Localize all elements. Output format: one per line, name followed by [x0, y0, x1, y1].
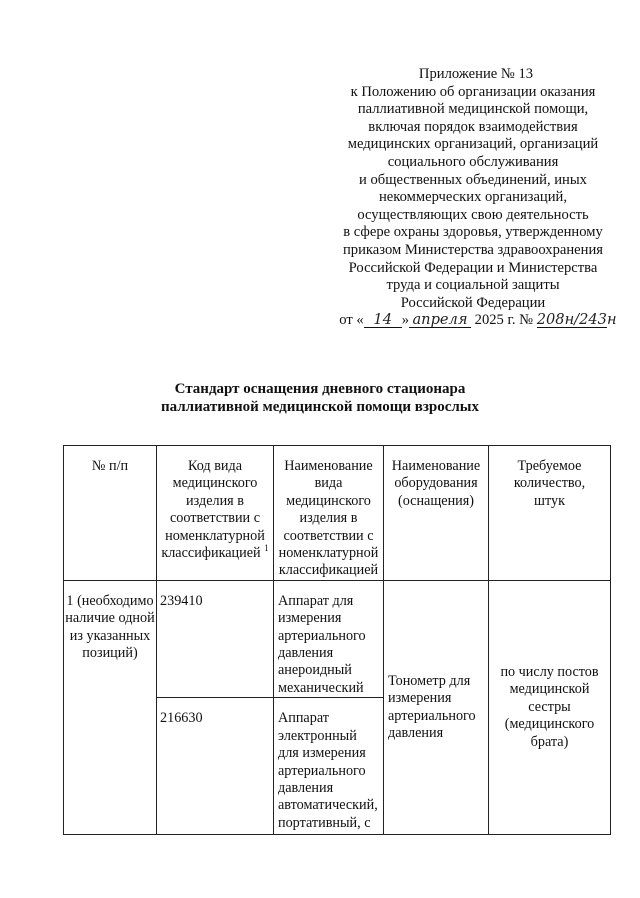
- header-num: № п/п: [64, 446, 157, 581]
- header-quantity: Требуемое количество, штук: [489, 446, 611, 581]
- equipment-cell: Тонометр для измерения артериального давления: [384, 580, 489, 834]
- name-cell: Аппарат для измерения артериального давления анероидный механический: [274, 580, 384, 697]
- code-cell: 239410: [157, 580, 274, 697]
- appendix-line: включая порядок взаимодействия: [368, 118, 578, 135]
- table-header-row: [64, 446, 611, 581]
- code-cell: 216630: [157, 698, 274, 835]
- appendix-line: осуществляющих свою деятельность: [357, 206, 589, 223]
- appendix-line: Российской Федерации: [400, 294, 546, 311]
- appendix-line: Российской Федерации и Министерства: [348, 259, 598, 276]
- footnote-mark: 1: [264, 543, 269, 554]
- row-num-cell: 1 (необходимо наличие одной из указанных позиций): [64, 580, 157, 834]
- table-row: [64, 580, 611, 697]
- handwritten-order-number: 208н/243н: [536, 311, 617, 329]
- equipment-table: [63, 445, 611, 835]
- appendix-line: паллиативной медицинской помощи,: [357, 101, 589, 118]
- appendix-line: социального обслуживания: [387, 153, 559, 170]
- appendix-line: труда и социальной защиты: [386, 277, 560, 294]
- name-cell: Аппарат электронный для измерения артериального давления автоматический, портативный, с: [274, 698, 384, 835]
- appendix-line: в сфере охраны здоровья, утвержденному: [343, 224, 603, 241]
- header-equipment: Наименование оборудования (оснащения): [384, 446, 489, 581]
- date-prefix: от «: [339, 312, 364, 329]
- appendix-header: [318, 66, 628, 330]
- order-date-line: [318, 312, 628, 330]
- date-year: 2025 г. №: [474, 312, 534, 329]
- appendix-line: и общественных объединений, иных: [359, 171, 587, 188]
- handwritten-day: 14: [364, 312, 402, 328]
- title-line-1: Стандарт оснащения дневного стационара: [174, 381, 466, 397]
- appendix-line: медицинских организаций, организаций: [347, 136, 599, 153]
- appendix-line: к Положению об организации оказания: [350, 83, 596, 100]
- handwritten-month: апреля: [409, 312, 471, 328]
- header-code: Код вида медицинского изделия в соответствии с номенклатурной классификацией $^1$: [157, 446, 274, 581]
- title-line-2: паллиативной медицинской помощи взрослых: [160, 399, 480, 415]
- appendix-line: Приложение № 13: [418, 66, 534, 82]
- appendix-line: приказом Министерства здравоохранения: [343, 241, 603, 258]
- header-name: Наименование вида медицинского изделия в соответствии с номенклатурной классификацией: [274, 446, 384, 581]
- quantity-cell: по числу постов медицинской сестры (медицинского брата): [489, 580, 611, 834]
- document-title: [0, 380, 640, 416]
- appendix-line: некоммерческих организаций,: [378, 189, 568, 206]
- date-mid: »: [401, 312, 409, 329]
